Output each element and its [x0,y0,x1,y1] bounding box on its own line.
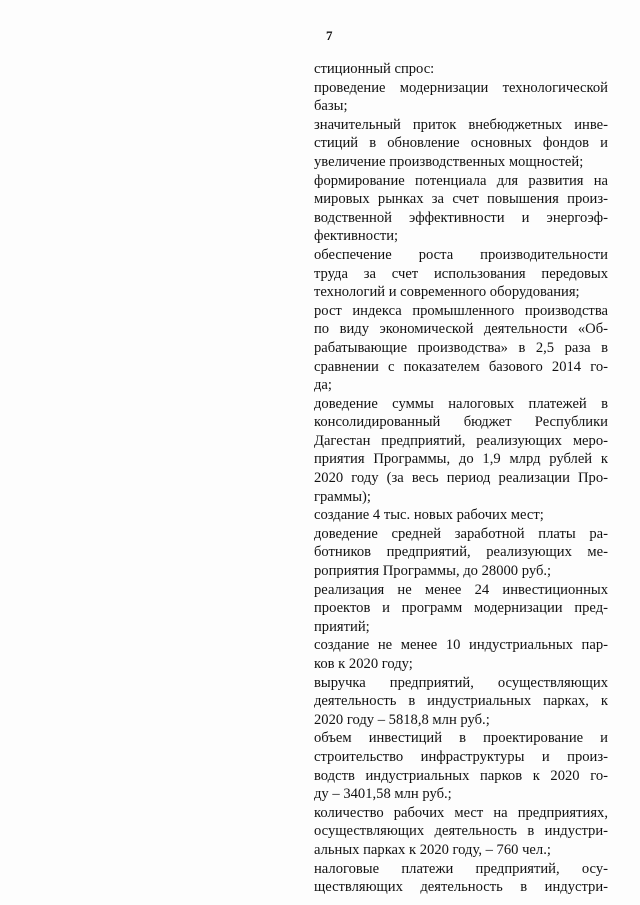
text-line: налоговые платежи предприятий, осу- [314,860,608,877]
text-line: граммы); [314,488,371,505]
text-line: выручка предприятий, осуществляющих [314,674,608,691]
text-line: значительный приток внебюджетных инве- [314,116,608,133]
text-line: увеличение производственных мощностей; [314,153,584,170]
text-line: ков к 2020 году; [314,656,413,672]
text-line: стиционный спрос: [314,61,435,77]
text-line: ду – 3401,58 млн руб.; [314,786,452,803]
text-line: сравнении с показателем базового 2014 го- [314,358,608,375]
text-line: проведение модернизации технологической [314,79,608,96]
text-line: труда за счет использования передовых [314,265,608,282]
text-line: доведение суммы налоговых платежей в [314,395,608,412]
text-line: формирование потенциала для развития на [314,172,608,189]
text-line: осуществляющих деятельность в индустри- [314,823,608,840]
text-line: проектов и программ модернизации пред- [314,600,608,617]
text-line: роприятия Программы, до 28000 руб.; [314,563,552,580]
text-line: Дагестан предприятий, реализующих меро- [314,432,608,449]
text-line: технологий и современного оборудования; [314,284,580,301]
text-line: 2020 году – 5818,8 млн руб.; [314,711,490,728]
text-line: рабатывающие производства» в 2,5 раза в [314,339,608,356]
text-line: фективности; [314,228,399,245]
text-line: деятельность в индустриальных парках, к [314,693,608,710]
text-line: стиций в обновление основных фондов и [314,135,608,152]
text-line: создание 4 тыс. новых рабочих мест; [314,507,544,524]
text-line: альных парках к 2020 году, – 760 чел.; [314,841,551,858]
text-line: по виду экономической деятельности «Об- [314,321,608,338]
text-line: объем инвестиций в проектирование и [314,730,608,747]
text-line: да; [314,377,332,394]
text-line: реализация не менее 24 инвестиционных [314,581,608,598]
text-line: консолидированный бюджет Республики [314,414,608,431]
text-line: доведение средней заработной платы ра- [314,525,608,542]
text-line: 2020 году (за весь период реализации Про- [314,470,608,487]
text-line: создание не менее 10 индустриальных пар- [314,637,608,654]
text-line: мировых рынках за счет повышения произ- [314,191,608,208]
text-line: базы; [314,98,348,115]
text-line: количество рабочих мест на предприятиях, [314,804,608,821]
page-number: 7 [326,28,333,43]
text-column [314,60,608,897]
text-line: рост индекса промышленного производства [314,302,608,319]
text-line: водств индустриальных парков к 2020 го- [314,767,608,784]
text-line: приятий; [314,618,370,635]
text-line: водственной эффективности и энергоэф- [314,209,608,226]
text-line: обеспечение роста производительности [314,246,608,263]
text-line: приятия Программы, до 1,9 млрд рублей к [314,451,608,468]
text-line: строительство инфраструктуры и произ- [314,748,608,765]
text-line: ществляющих деятельность в индустри- [314,879,608,896]
text-line: ботников предприятий, реализующих ме- [314,544,608,561]
